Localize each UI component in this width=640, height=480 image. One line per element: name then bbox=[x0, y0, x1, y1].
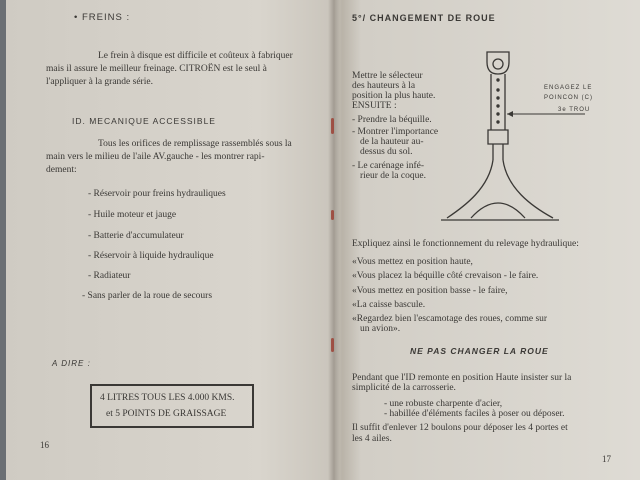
jack-illustration bbox=[435, 48, 635, 228]
figure-label: POINCON (C) bbox=[544, 95, 593, 101]
intro-line: Mettre le sélecteur bbox=[352, 71, 423, 81]
box-line: 4 LITRES TOUS LES 4.000 KMS. bbox=[100, 393, 235, 403]
list-item: - Radiateur bbox=[88, 271, 131, 281]
step-line: de la hauteur au- bbox=[360, 137, 424, 147]
freins-line: l'appliquer à la grande série. bbox=[46, 77, 153, 87]
explain-line: Expliquez ainsi le fonctionnement du relevage hydraulique: bbox=[352, 239, 579, 249]
figure-label: 3e TROU bbox=[558, 107, 591, 113]
box-line: et 5 POINTS DE GRAISSAGE bbox=[106, 409, 227, 419]
bullet-line: «La caisse bascule. bbox=[352, 300, 426, 310]
intro-line: position la plus haute. bbox=[352, 91, 436, 101]
freins-line: mais il assure le meilleur freinage. CITROËN est le seul à bbox=[46, 64, 267, 74]
feature-line: - habillée d'éléments faciles à poser ou déposer. bbox=[384, 409, 565, 419]
mecanique-line: Tous les orifices de remplissage rassemblés sous la bbox=[98, 139, 292, 149]
intro-line: des hauteurs à la bbox=[352, 81, 416, 91]
mecanique-line: dement: bbox=[46, 165, 77, 175]
list-item: - Réservoir pour freins hydrauliques bbox=[88, 189, 226, 199]
suffit-line: les 4 ailes. bbox=[352, 434, 392, 444]
list-item: - Batterie d'accumulateur bbox=[88, 231, 184, 241]
suffit-line: Il suffit d'enlever 12 boulons pour déposer les 4 portes et bbox=[352, 423, 568, 433]
left-page bbox=[6, 0, 328, 480]
bullet-line: «Vous mettez en position basse - le faire, bbox=[352, 286, 508, 296]
step-line: rieur de la coque. bbox=[360, 171, 426, 181]
page-number: 16 bbox=[40, 440, 49, 450]
right-page bbox=[330, 0, 640, 480]
freins-heading: • FREINS : bbox=[74, 12, 131, 23]
step-line: - Le carénage infé- bbox=[352, 161, 424, 171]
bullet-line: «Vous placez la béquille côté crevaison - le faire. bbox=[352, 271, 539, 281]
step-line: - Prendre la béquille. bbox=[352, 115, 432, 125]
a-dire-label: A DIRE : bbox=[52, 359, 91, 368]
pendant-line: simplicité de la carrosserie. bbox=[352, 383, 456, 393]
warning-heading: NE PAS CHANGER LA ROUE bbox=[410, 346, 549, 356]
section-heading: 5°/ CHANGEMENT DE ROUE bbox=[352, 13, 496, 23]
figure-label: ENGAGEZ LE bbox=[544, 85, 593, 91]
bullet-line: un avion». bbox=[360, 324, 401, 334]
page-number: 17 bbox=[602, 454, 611, 464]
list-item: - Huile moteur et jauge bbox=[88, 210, 177, 220]
bullet-line: «Regardez bien l'escamotage des roues, comme sur bbox=[352, 314, 548, 324]
pendant-line: Pendant que l'ID remonte en position Haute insister sur la bbox=[352, 373, 572, 383]
bullet-line: «Vous mettez en position haute, bbox=[352, 257, 473, 267]
list-item: - Réservoir à liquide hydraulique bbox=[88, 251, 214, 261]
mecanique-heading: ID. MECANIQUE ACCESSIBLE bbox=[72, 116, 216, 126]
feature-line: - une robuste charpente d'acier, bbox=[384, 399, 503, 409]
freins-line: Le frein à disque est difficile et coûteux à fabriquer bbox=[98, 51, 293, 61]
step-line: - Montrer l'importance bbox=[352, 127, 439, 137]
list-item: - Sans parler de la roue de secours bbox=[82, 291, 213, 301]
mecanique-line: main vers le milieu de l'aile AV.gauche - les montrer rapi- bbox=[46, 152, 265, 162]
step-line: dessus du sol. bbox=[360, 147, 413, 157]
highlight-box bbox=[90, 384, 254, 428]
ensuite-label: ENSUITE : bbox=[352, 101, 397, 111]
